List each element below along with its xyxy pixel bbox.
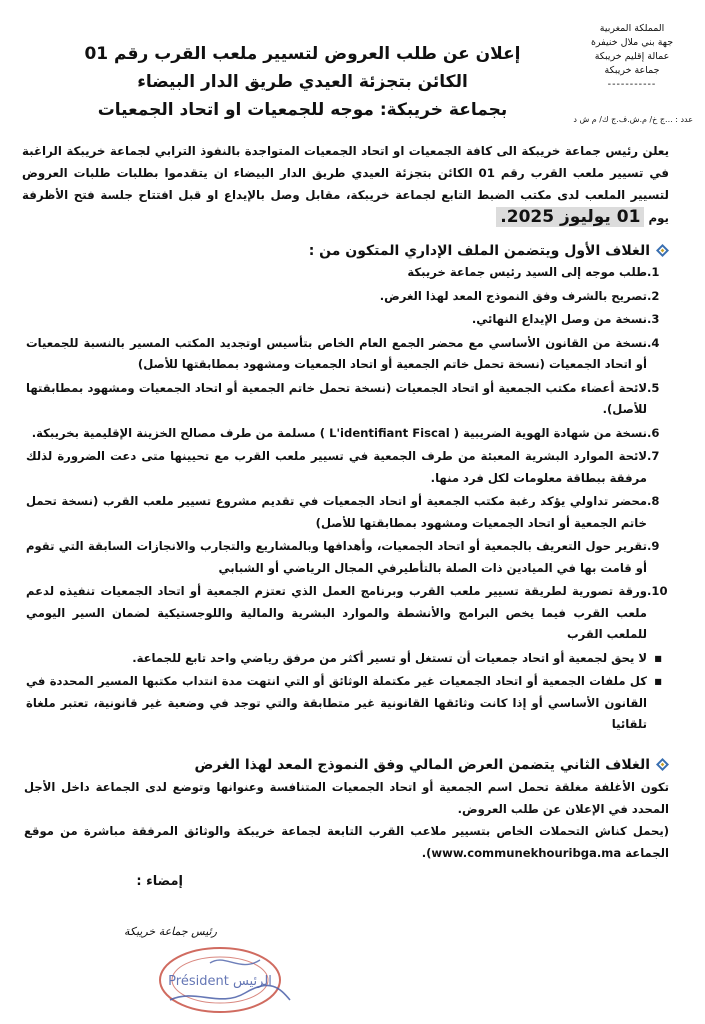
note-text: لا يحق لجمعية أو اتحاد جمعيات أن تستغل أو تسير أكثر من مرفق رياضي واحد تابع للجماعة. (132, 650, 647, 665)
item-number: 4. (647, 335, 660, 350)
intro-paragraph (22, 140, 669, 229)
title-line-3: بجماعة خريبكة: موجه للجمعيات او اتحاد الجمعيات (97, 100, 508, 120)
envelope-1-list (26, 262, 669, 738)
list-item (26, 262, 669, 284)
list-item (26, 378, 669, 421)
list-item (26, 491, 669, 534)
svg-text:الرئيس Président: الرئيس Président (168, 974, 272, 989)
item-text: تصريح بالشرف وفق النموذج المعد لهذا الغرض. (379, 288, 647, 303)
item-number: 1. (647, 265, 660, 279)
diamond-bullet-icon (656, 244, 669, 257)
square-bullet-icon: ■ (654, 677, 662, 686)
reference-number: عدد : ...ج خ/ م.ش.ف.ج ك/ م ش د (573, 115, 693, 124)
item-number: 10. (647, 584, 668, 598)
item-text: نسخة من شهادة الهوية الضريبية ( L'identifiant Fiscal ) مسلمة من طرف مصالح الخزينة الإقليمية بخريبكة. (31, 425, 647, 440)
item-number: 7. (647, 449, 660, 463)
item-text: لائحة أعضاء مكتب الجمعية أو اتحاد الجمعيات (نسخة تحمل خاتم الجمعية أو اتحاد الجمعيات ومشهود بمطابقتها للأصل). (26, 380, 647, 416)
announcement-title (40, 40, 565, 124)
item-number: 9. (647, 539, 660, 553)
item-number: 8. (647, 494, 660, 508)
item-text: نسخة من وصل الإيداع النهائي. (471, 312, 647, 326)
list-item (26, 286, 669, 308)
list-item (26, 446, 669, 489)
kingdom-label: المملكة المغربية (599, 23, 665, 34)
envelope-1-heading-text: الغلاف الأول ويتضمن الملف الإداري المتكون من : (308, 243, 650, 259)
commune-label: جماعة خريبكة (604, 65, 660, 76)
signatory-title: رئيس جماعة خريبكة (124, 925, 217, 938)
official-stamp-icon (150, 938, 300, 1018)
envelope-2-paragraph-1: تكون الأغلفة مغلقة تحمل اسم الجمعية أو اتحاد الجمعيات المتنافسة وعنوانها وتوضع لدى الجماعة داخل الأجل المحدد في الإعلان عن طلب العروض. (24, 780, 669, 816)
item-text: تقرير حول التعريف بالجمعية أو اتحاد الجمعيات، وأهدافها وبالمشاريع والتجارب والانجازات السابقة التي تقوم أو قامت بها في الميادين ذات الصلة بالتأطيرفي المجال الرياضي أو الشبابي (26, 539, 647, 575)
item-number: 6. (647, 425, 660, 440)
square-bullet-icon: ■ (654, 653, 662, 663)
item-text: طلب موجه إلى السيد رئيس جماعة خريبكة (407, 265, 647, 279)
intro-text: يعلن رئيس جماعة خريبكة الى كافة الجمعيات او اتحاد الجمعيات المتواجدة بالنفوذ الترابي لجماعة خريبكة الراغبة في تسيير ملعب القرب رقم 01 الكائن بتجزئة العيدي طريق الدار البيضاء ان يتقدموا بطلبات طلبات العروض لتسيير الملعب لدى مكتب الضبط التابع لجماعة خريبكة، مقابل وصل بالإيداع او قبل افتتاح جلسة فتح الأظرفة يوم (22, 144, 670, 225)
envelope-2-paragraph-2: (يحمل كناش التحملات الخاص بتسيير ملاعب القرب التابعة لجماعة خريبكة والوثائق المرفقة مباشرة من موقع الجماعة www.communekhouribga.ma). (24, 824, 669, 860)
session-date: 01 يوليوز 2025. (496, 207, 644, 227)
signature-label: إمضاء : (136, 874, 183, 889)
item-text: محضر تداولي يؤكد رغبة مكتب الجمعية أو اتحاد الجمعيات في تقديم مشروع تسيير ملعب القرب (نسخة تحمل خاتم الجمعية أو اتحاد الجمعيات ومشهود بمطابقتها للأصل) (26, 494, 647, 530)
diamond-bullet-icon (656, 758, 669, 771)
header-separator: ----------- (607, 79, 657, 90)
envelope-2-heading-text: الغلاف الثاني يتضمن العرض المالي وفق النموذج المعد لهذا الغرض (194, 757, 650, 773)
title-line-1: إعلان عن طلب العروض لتسيير ملعب القرب رقم 01 (84, 44, 521, 64)
list-item (26, 581, 669, 646)
note-item (26, 671, 669, 736)
administration-header (573, 22, 691, 92)
item-number: 5. (647, 380, 660, 395)
item-text: ورقة تصورية لطريقة تسيير ملعب القرب وبرنامج العمل الذي تعتزم الجمعية أو اتحاد الجمعيات تنفيذه لدعم ملعب القرب فيما يخص البرامج والأنشطة والموارد البشرية والمالية واللوجستيكية لضمان السير اليومي للملعب القرب (26, 584, 647, 641)
list-item (26, 423, 669, 445)
region-label: جهة بني ملال خنيفرة (590, 37, 674, 48)
item-number: 3. (647, 312, 660, 326)
list-item (26, 309, 669, 331)
envelope-2-body (24, 776, 669, 864)
title-line-2: الكائن بتجزئة العيدي طريق الدار البيضاء (137, 72, 468, 92)
envelope-2-heading (24, 754, 669, 776)
province-label: عمالة إقليم خريبكة (594, 51, 670, 62)
item-text: نسخة من القانون الأساسي مع محضر الجمع العام الخاص بتأسيس اوتجديد المكتب المسير بالنسبة للجمعيات أو اتحاد الجمعيات (نسخة تحمل خاتم الجمعية أو اتحاد الجمعيات ومشهود بمطابقتها للأصل) (26, 335, 647, 371)
list-item (26, 536, 669, 579)
envelope-1-heading (24, 240, 669, 262)
item-text: لائحة الموارد البشرية المعبئة من طرف الجمعية في تسيير ملعب القرب مع تحيينها متى دعت الضرورة لذلك مرفقة ببطاقة معلومات لكل فرد منها. (26, 449, 647, 485)
item-number: 2. (647, 288, 660, 303)
list-item (26, 333, 669, 376)
note-text: كل ملفات الجمعية أو اتحاد الجمعيات غير مكتملة الوثائق أو التي انتهت مدة انتداب مكتبها المسير المحددة في القانون الأساسي أو إذا كانت وثائقها القانونية غير متطابقة والتي توجد في وضعية غير قانونية، تعتبر ملغاة تلقائيا (26, 674, 647, 731)
note-item (26, 648, 669, 670)
